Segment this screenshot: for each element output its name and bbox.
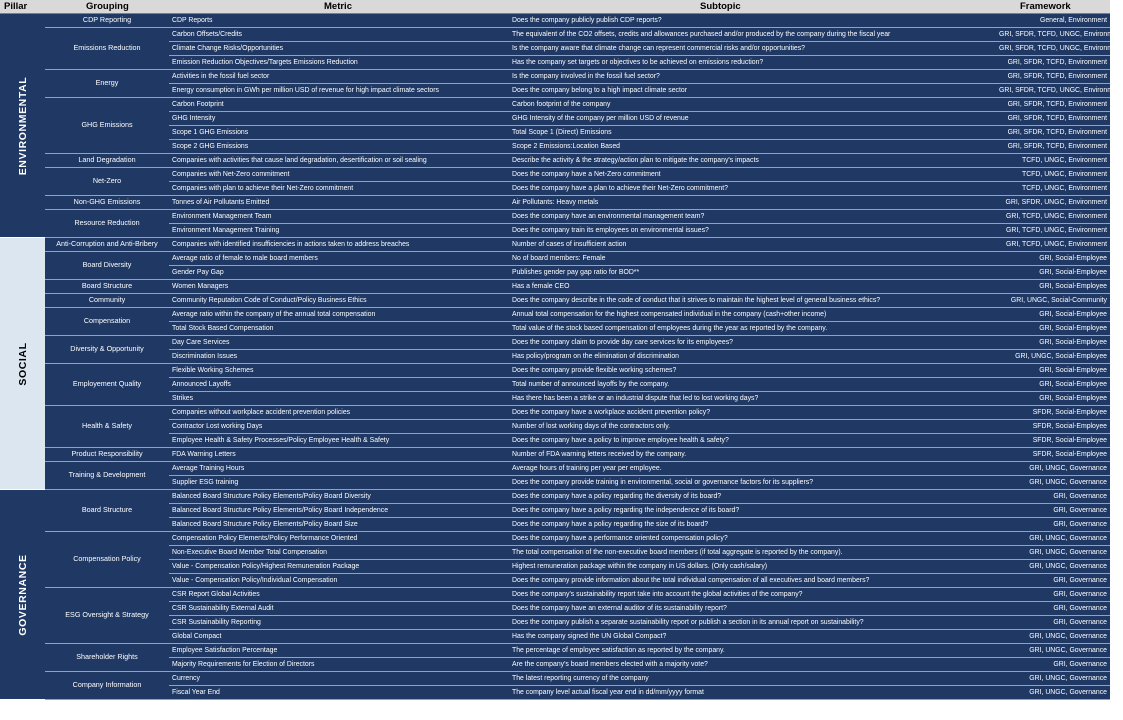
metric-cell: Companies with activities that cause land degradation, desertification or soil sealing — [172, 157, 427, 164]
subtopic-cell: Does the company's sustainability report take into account the global activities of the company? — [512, 591, 803, 598]
framework-cell: GRI, UNGC, Governance — [1029, 689, 1107, 696]
metric-cell: Announced Layoffs — [172, 381, 231, 388]
table-row[interactable] — [169, 210, 1110, 224]
framework-cell: GRI, Governance — [1053, 577, 1107, 584]
subtopic-cell: Are the company's board members elected with a majority vote? — [512, 661, 708, 668]
metric-cell: Balanced Board Structure Policy Elements/Policy Board Size — [172, 521, 358, 528]
metric-cell: Environment Management Team — [172, 213, 272, 220]
subtopic-cell: Has policy/program on the elimination of discrimination — [512, 353, 679, 360]
metric-cell: FDA Warning Letters — [172, 451, 236, 458]
metric-cell: Compensation Policy Elements/Policy Performance Oriented — [172, 535, 358, 542]
framework-cell: GRI, TCFD, UNGC, Environment — [1006, 241, 1107, 248]
table-row[interactable] — [169, 672, 1110, 686]
metric-cell: GHG Intensity — [172, 115, 216, 122]
subtopic-cell: Does the company have a Net-Zero commitment — [512, 171, 661, 178]
subtopic-cell: Does the company provide flexible working schemes? — [512, 367, 677, 374]
metric-cell: Currency — [172, 675, 200, 682]
subtopic-cell: Does the company belong to a high impact climate sector — [512, 87, 688, 94]
framework-cell: GRI, SFDR, UNGC, Environment — [1005, 199, 1107, 206]
metric-cell: Carbon Footprint — [172, 101, 224, 108]
metric-cell: Value - Compensation Policy/Individual Compensation — [172, 577, 338, 584]
metric-cell: Balanced Board Structure Policy Elements/Policy Board Diversity — [172, 493, 371, 500]
framework-cell: GRI, Social-Employee — [1039, 325, 1107, 332]
table-row[interactable] — [169, 350, 1110, 364]
metric-cell: Gender Pay Gap — [172, 269, 224, 276]
pillar-cell — [0, 490, 45, 700]
grouping-cell[interactable]: ESG Oversight & Strategy — [45, 588, 169, 644]
framework-cell: GRI, SFDR, TCFD, Environment — [1007, 73, 1107, 80]
framework-cell: GRI, UNGC, Governance — [1029, 549, 1107, 556]
table-row[interactable] — [169, 392, 1110, 406]
subtopic-cell: Does the company have a policy regarding the size of its board? — [512, 521, 709, 528]
framework-cell: GRI, Social-Employee — [1039, 255, 1107, 262]
metric-cell: Employee Satisfaction Percentage — [172, 647, 278, 654]
metric-cell: Discrimination Issues — [172, 353, 238, 360]
metric-cell: Companies without workplace accident prevention policies — [172, 409, 351, 416]
framework-cell: SFDR, Social-Employee — [1032, 451, 1107, 458]
grouping-cell[interactable]: Product Responsibility — [45, 448, 169, 462]
subtopic-cell: The percentage of employee satisfaction as reported by the company. — [512, 647, 725, 654]
subtopic-cell: Number of lost working days of the contractors only. — [512, 423, 671, 430]
framework-cell: GRI, Social-Employee — [1039, 283, 1107, 290]
table-row[interactable] — [169, 294, 1110, 308]
header-grouping[interactable]: Grouping — [86, 1, 129, 12]
grouping-cell[interactable]: CDP Reporting — [45, 14, 169, 28]
metric-cell: Companies with plan to achieve their Net-Zero commitment — [172, 185, 354, 192]
table-row[interactable] — [169, 322, 1110, 336]
framework-cell: General, Environment — [1039, 17, 1107, 24]
subtopic-cell: Has the company set targets or objectives to be achieved on emissions reduction? — [512, 59, 764, 66]
framework-cell: GRI, Governance — [1053, 591, 1107, 598]
table-row[interactable] — [169, 112, 1110, 126]
table-row[interactable] — [169, 84, 1123, 98]
subtopic-cell: Carbon footprint of the company — [512, 101, 611, 108]
framework-cell: GRI, Governance — [1053, 507, 1107, 514]
grouping-cell[interactable]: Anti-Corruption and Anti-Bribery — [45, 238, 169, 252]
grouping-cell[interactable]: Board Structure — [45, 280, 169, 294]
metric-cell: Climate Change Risks/Opportunities — [172, 45, 284, 52]
grouping-cell[interactable]: Non-GHG Emissions — [45, 196, 169, 210]
table-row[interactable] — [169, 658, 1110, 672]
table-header — [0, 0, 1110, 14]
metric-cell: CSR Sustainability Reporting — [172, 619, 261, 626]
table-row[interactable] — [169, 140, 1110, 154]
table-row[interactable] — [169, 28, 1123, 42]
table-row[interactable] — [169, 56, 1110, 70]
subtopic-cell: Has there has been a strike or an industrial dispute that led to lost working days? — [512, 395, 759, 402]
metric-cell: Fiscal Year End — [172, 689, 220, 696]
subtopic-cell: Has the company signed the UN Global Compact? — [512, 633, 667, 640]
grouping-cell[interactable]: Diversity & Opportunity — [45, 336, 169, 364]
metric-cell: Women Managers — [172, 283, 229, 290]
table-row[interactable] — [169, 504, 1110, 518]
framework-cell: GRI, SFDR, TCFD, UNGC, Environment — [999, 45, 1123, 52]
grouping-cell[interactable]: Resource Reduction — [45, 210, 169, 238]
pillar-label: ENVIRONMENTAL — [16, 76, 29, 175]
framework-cell: GRI, Social-Employee — [1039, 381, 1107, 388]
framework-cell: GRI, UNGC, Governance — [1029, 563, 1107, 570]
metric-cell: Average Training Hours — [172, 465, 245, 472]
metric-cell: Carbon Offsets/Credits — [172, 31, 242, 38]
table-row[interactable] — [169, 574, 1110, 588]
metric-cell: Value - Compensation Policy/Highest Remuneration Package — [172, 563, 360, 570]
subtopic-cell: Air Pollutants: Heavy metals — [512, 199, 599, 206]
framework-cell: GRI, UNGC, Governance — [1029, 465, 1107, 472]
subtopic-cell: The latest reporting currency of the company — [512, 675, 649, 682]
subtopic-cell: Does the company train its employees on environmental issues? — [512, 227, 709, 234]
framework-cell: GRI, UNGC, Governance — [1029, 675, 1107, 682]
table-row[interactable] — [169, 252, 1110, 266]
framework-cell: GRI, Social-Employee — [1039, 311, 1107, 318]
subtopic-cell: Does the company have a plan to achieve their Net-Zero commitment? — [512, 185, 729, 192]
metric-cell: Companies with identified insufficiencies in actions taken to address breaches — [172, 241, 410, 248]
subtopic-cell: Does the company have a performance oriented compensation policy? — [512, 535, 728, 542]
metric-cell: Non-Executive Board Member Total Compensation — [172, 549, 327, 556]
table-row[interactable] — [169, 406, 1110, 420]
table-row[interactable] — [169, 98, 1110, 112]
grouping-cell[interactable]: Training & Development — [45, 462, 169, 490]
grouping-cell[interactable]: Community — [45, 294, 169, 308]
grouping-cell[interactable]: Emissions Reduction — [45, 28, 169, 70]
subtopic-cell: Does the company provide information about the total individual compensation of all executives and board members? — [512, 577, 870, 584]
subtopic-cell: Total number of announced layoffs by the company. — [512, 381, 670, 388]
framework-cell: GRI, SFDR, TCFD, Environment — [1007, 59, 1107, 66]
table-row[interactable] — [169, 462, 1110, 476]
subtopic-cell: GHG Intensity of the company per million USD of revenue — [512, 115, 689, 122]
table-row[interactable] — [169, 490, 1110, 504]
metric-cell: Companies with Net-Zero commitment — [172, 171, 290, 178]
framework-cell: GRI, SFDR, TCFD, UNGC, Environment — [999, 87, 1123, 94]
table-row[interactable] — [169, 182, 1110, 196]
subtopic-cell: Number of FDA warning letters received by the company. — [512, 451, 687, 458]
metric-cell: Flexible Working Schemes — [172, 367, 254, 374]
subtopic-cell: The total compensation of the non-executive board members (if total aggregate is reported by the company). — [512, 549, 843, 556]
table-row[interactable] — [169, 154, 1110, 168]
framework-cell: SFDR, Social-Employee — [1032, 437, 1107, 444]
metric-cell: Emission Reduction Objectives/Targets Emissions Reduction — [172, 59, 358, 66]
grouping-cell[interactable]: Board Diversity — [45, 252, 169, 280]
metric-cell: Balanced Board Structure Policy Elements/Policy Board Independence — [172, 507, 389, 514]
table-row[interactable] — [169, 434, 1110, 448]
metric-cell: Community Reputation Code of Conduct/Policy Business Ethics — [172, 297, 367, 304]
metric-cell: Tonnes of Air Pollutants Emitted — [172, 199, 270, 206]
grouping-cell[interactable]: Health & Safety — [45, 406, 169, 448]
table-row[interactable] — [169, 644, 1110, 658]
subtopic-cell: Highest remuneration package within the company in US dollars. (Only cash/salary) — [512, 563, 768, 570]
header-metric[interactable]: Metric — [324, 1, 352, 12]
metric-cell: Total Stock Based Compensation — [172, 325, 274, 332]
metric-cell: Scope 1 GHG Emissions — [172, 129, 249, 136]
framework-cell: GRI, SFDR, TCFD, Environment — [1007, 115, 1107, 122]
metric-cell: Environment Management Training — [172, 227, 280, 234]
subtopic-cell: Is the company aware that climate change can represent commercial risks and/or opportunities? — [512, 45, 805, 52]
framework-cell: GRI, UNGC, Governance — [1029, 633, 1107, 640]
framework-cell: GRI, Governance — [1053, 521, 1107, 528]
subtopic-cell: Does the company publicly publish CDP reports? — [512, 17, 662, 24]
table-row[interactable] — [169, 266, 1110, 280]
grouping-cell[interactable]: Company Information — [45, 672, 169, 700]
table-row[interactable] — [169, 308, 1110, 322]
subtopic-cell: Scope 2 Emissions:Location Based — [512, 143, 621, 150]
subtopic-cell: Does the company have an external auditor of its sustainability report? — [512, 605, 727, 612]
metric-cell: CSR Sustainability External Audit — [172, 605, 274, 612]
subtopic-cell: Does the company claim to provide day care services for its employees? — [512, 339, 733, 346]
header-framework[interactable]: Framework — [1020, 1, 1071, 12]
subtopic-cell: Does the company have a policy to improve employee health & safety? — [512, 437, 729, 444]
framework-cell: GRI, SFDR, TCFD, Environment — [1007, 129, 1107, 136]
grouping-cell[interactable]: Land Degradation — [45, 154, 169, 168]
grouping-cell[interactable]: Energy — [45, 70, 169, 98]
grouping-cell[interactable]: Net-Zero — [45, 168, 169, 196]
subtopic-cell: Does the company publish a separate sustainability report or publish a section in its annual report on sustainability? — [512, 619, 864, 626]
table-row[interactable] — [169, 546, 1110, 560]
table-row[interactable] — [169, 476, 1110, 490]
grouping-cell[interactable]: GHG Emissions — [45, 98, 169, 154]
table-row[interactable] — [169, 196, 1110, 210]
table-row[interactable] — [169, 238, 1110, 252]
subtopic-cell: Does the company provide training in environmental, social or governance factors for its suppliers? — [512, 479, 814, 486]
framework-cell: GRI, UNGC, Governance — [1029, 535, 1107, 542]
framework-cell: GRI, SFDR, TCFD, Environment — [1007, 143, 1107, 150]
framework-cell: GRI, TCFD, UNGC, Environment — [1006, 213, 1107, 220]
grouping-cell[interactable]: Employement Quality — [45, 364, 169, 406]
metric-cell: Energy consumption in GWh per million USD of revenue for high impact climate sectors — [172, 87, 439, 94]
subtopic-cell: Does the company have a workplace accident prevention policy? — [512, 409, 711, 416]
table-row[interactable] — [169, 168, 1110, 182]
metric-cell: Supplier ESG training — [172, 479, 239, 486]
metric-cell: Majority Requirements for Election of Directors — [172, 661, 315, 668]
metric-cell: Day Care Services — [172, 339, 230, 346]
framework-cell: GRI, Social-Employee — [1039, 339, 1107, 346]
framework-cell: GRI, Social-Employee — [1039, 395, 1107, 402]
subtopic-cell: Publishes gender pay gap ratio for BOD** — [512, 269, 640, 276]
table-row[interactable] — [169, 532, 1110, 546]
framework-cell: GRI, Social-Employee — [1039, 269, 1107, 276]
framework-cell: GRI, Governance — [1053, 605, 1107, 612]
table-row[interactable] — [169, 602, 1110, 616]
framework-cell: GRI, UNGC, Social-Employee — [1015, 353, 1107, 360]
header-pillar[interactable]: Pillar — [4, 1, 28, 12]
subtopic-cell: Does the company have a policy regarding the diversity of its board? — [512, 493, 722, 500]
framework-cell: GRI, Governance — [1053, 619, 1107, 626]
framework-cell: SFDR, Social-Employee — [1032, 409, 1107, 416]
table-row[interactable] — [169, 224, 1110, 238]
subtopic-cell: Describe the activity & the strategy/action plan to mitigate the company's impacts — [512, 157, 759, 164]
framework-cell: TCFD, UNGC, Environment — [1022, 171, 1107, 178]
metric-cell: Average ratio within the company of the annual total compensation — [172, 311, 376, 318]
table-row[interactable] — [169, 364, 1110, 378]
subtopic-cell: The equivalent of the CO2 offsets, credits and allowances purchased and/or produced by the company during the fiscal year — [512, 31, 891, 38]
grouping-cell[interactable]: Shareholder Rights — [45, 644, 169, 672]
framework-cell: GRI, SFDR, TCFD, Environment — [1007, 101, 1107, 108]
framework-cell: GRI, Social-Employee — [1039, 367, 1107, 374]
metric-cell: Employee Health & Safety Processes/Policy Employee Health & Safety — [172, 437, 390, 444]
framework-cell: GRI, TCFD, UNGC, Environment — [1006, 227, 1107, 234]
table-row[interactable] — [169, 560, 1110, 574]
subtopic-cell: No of board members: Female — [512, 255, 606, 262]
metric-cell: Average ratio of female to male board members — [172, 255, 318, 262]
table-row[interactable] — [169, 518, 1110, 532]
grouping-cell[interactable]: Compensation — [45, 308, 169, 336]
table-row[interactable] — [169, 14, 1110, 28]
framework-cell: GRI, UNGC, Social-Community — [1010, 297, 1107, 304]
subtopic-cell: The company level actual fiscal year end in dd/mm/yyyy format — [512, 689, 704, 696]
metric-cell: CSR Report Global Activities — [172, 591, 260, 598]
subtopic-cell: Has a female CEO — [512, 283, 570, 290]
subtopic-cell: Does the company have an environmental management team? — [512, 213, 705, 220]
framework-cell: GRI, UNGC, Governance — [1029, 647, 1107, 654]
table-row[interactable] — [169, 420, 1110, 434]
table-row[interactable] — [169, 336, 1110, 350]
framework-cell: GRI, Governance — [1053, 493, 1107, 500]
framework-cell: TCFD, UNGC, Environment — [1022, 157, 1107, 164]
table-row[interactable] — [169, 630, 1110, 644]
table-row[interactable] — [169, 588, 1110, 602]
subtopic-cell: Does the company have a policy regarding the independence of its board? — [512, 507, 740, 514]
metric-cell: CDP Reports — [172, 17, 213, 24]
subtopic-cell: Annual total compensation for the highest compensated individual in the company (cash+other income) — [512, 311, 827, 318]
pillar-cell — [0, 238, 45, 490]
grouping-cell[interactable]: Board Structure — [45, 490, 169, 532]
table-row[interactable] — [169, 126, 1110, 140]
table-row[interactable] — [169, 616, 1110, 630]
framework-cell: GRI, SFDR, TCFD, UNGC, Environment — [999, 31, 1123, 38]
framework-cell: TCFD, UNGC, Environment — [1022, 185, 1107, 192]
table-row[interactable] — [169, 70, 1110, 84]
framework-cell: SFDR, Social-Employee — [1032, 423, 1107, 430]
metric-cell: Scope 2 GHG Emissions — [172, 143, 249, 150]
subtopic-cell: Total value of the stock based compensation of employees during the year as reported by the company. — [512, 325, 828, 332]
subtopic-cell: Average hours of training per year per employee. — [512, 465, 662, 472]
metric-cell: Activities in the fossil fuel sector — [172, 73, 270, 80]
table-row[interactable] — [169, 378, 1110, 392]
subtopic-cell: Is the company involved in the fossil fuel sector? — [512, 73, 660, 80]
framework-cell: GRI, Governance — [1053, 661, 1107, 668]
metric-cell: Contractor Lost working Days — [172, 423, 263, 430]
subtopic-cell: Total Scope 1 (Direct) Emissions — [512, 129, 612, 136]
pillar-cell — [0, 14, 45, 238]
grouping-cell[interactable]: Compensation Policy — [45, 532, 169, 588]
table-row[interactable] — [169, 686, 1110, 700]
subtopic-cell: Number of cases of insufficient action — [512, 241, 627, 248]
table-row[interactable] — [169, 448, 1110, 462]
pillar-label: SOCIAL — [16, 341, 29, 386]
framework-cell: GRI, UNGC, Governance — [1029, 479, 1107, 486]
header-subtopic[interactable]: Subtopic — [700, 1, 741, 12]
table-row[interactable] — [169, 280, 1110, 294]
pillar-label: GOVERNANCE — [16, 553, 29, 636]
metric-cell: Strikes — [172, 395, 194, 402]
subtopic-cell: Does the company describe in the code of conduct that it strives to maintain the highest level of general business ethics? — [512, 297, 881, 304]
metric-cell: Global Compact — [172, 633, 222, 640]
table-row[interactable] — [169, 42, 1123, 56]
